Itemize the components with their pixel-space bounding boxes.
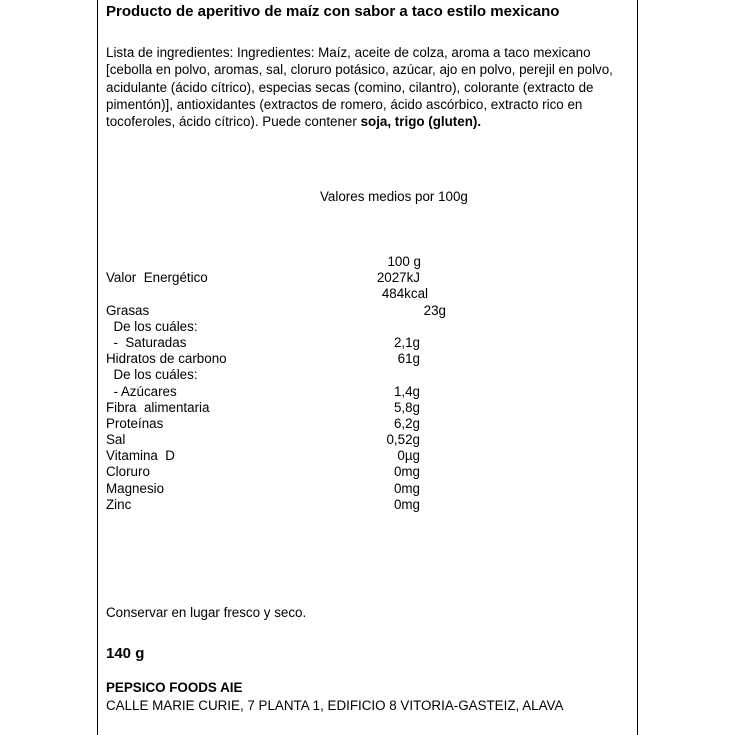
nutrition-column-header: 100 g (387, 254, 421, 269)
storage-instructions: Conservar en lugar fresco y seco. (106, 605, 307, 620)
nutrition-row (106, 384, 446, 400)
nutrient-label: Magnesio (106, 480, 165, 496)
nutrient-value: 1,4g (393, 383, 420, 399)
ingredients-list (106, 44, 626, 130)
nutrition-row (106, 270, 446, 286)
nutrient-label: Vitamina D (106, 448, 175, 464)
nutrition-row (106, 286, 446, 302)
nutrition-table (106, 254, 446, 513)
nutrient-value: 23g (423, 302, 446, 318)
nutrition-row (106, 497, 446, 513)
nutrition-header-row (106, 254, 446, 270)
net-weight: 140 g (106, 645, 145, 662)
nutrition-row (106, 335, 446, 351)
nutrient-label: Zinc (106, 496, 132, 512)
nutrient-label: - Saturadas (106, 334, 187, 350)
nutrient-value: 0µg (397, 448, 420, 464)
nutrition-row (106, 416, 446, 432)
nutrient-value: 2027kJ (376, 270, 420, 286)
nutrition-row (106, 481, 446, 497)
nutrient-label: De los cuáles: (106, 318, 198, 334)
allergens-text: soja, trigo (gluten). (360, 114, 482, 130)
nutrient-value: 61g (397, 351, 420, 367)
nutrition-rows (106, 270, 446, 513)
company-name: PEPSICO FOODS AIE (106, 680, 243, 695)
nutrient-label: Proteínas (106, 415, 164, 431)
nutrient-label: - Azúcares (106, 383, 177, 399)
nutrition-row (106, 351, 446, 367)
nutrient-label: Fibra alimentaria (106, 399, 210, 415)
nutrient-label: Valor Energético (106, 270, 208, 286)
nutrient-value: 2,1g (393, 334, 420, 350)
nutrient-value: 484kcal (381, 286, 428, 302)
nutrient-label: Grasas (106, 302, 150, 318)
nutrition-row (106, 319, 446, 335)
nutrition-row (106, 432, 446, 448)
nutrition-row (106, 400, 446, 416)
product-title: Producto de aperitivo de maíz con sabor a taco estilo mexicano (106, 3, 560, 20)
nutrient-value: 6,2g (393, 415, 420, 431)
nutrient-value: 0mg (393, 496, 420, 512)
nutrient-label: Cloruro (106, 464, 150, 480)
nutrient-value: 0,52g (386, 432, 420, 448)
ingredients-text: Lista de ingredientes: Ingredientes: Maíz, aceite de colza, aroma a taco mexicano [cebolla en polvo, aromas, sal, cloruro potásico, azúcar, ajo en polvo, perejil en polvo, acidulante (ácido cítrico), especias secas (comino, cilantro), colorante (extracto de pimentón)], antioxidantes (extractos de romero, ácido ascórbico, extracto rico en tocoferoles, ácido cítrico). Puede contener (106, 45, 613, 130)
nutrition-row (106, 464, 446, 480)
nutrient-value: 0mg (393, 464, 420, 480)
nutrient-value: 5,8g (393, 399, 420, 415)
nutrient-value: 0mg (393, 480, 420, 496)
nutrient-label: Hidratos de carbono (106, 351, 227, 367)
nutrition-row (106, 303, 446, 319)
nutrition-heading: Valores medios por 100g (320, 189, 468, 204)
nutrition-row (106, 448, 446, 464)
nutrient-label: Sal (106, 432, 126, 448)
nutrient-label: De los cuáles: (106, 367, 198, 383)
company-address: CALLE MARIE CURIE, 7 PLANTA 1, EDIFICIO 8 VITORIA-GASTEIZ, ALAVA (106, 698, 564, 713)
nutrition-row (106, 367, 446, 383)
